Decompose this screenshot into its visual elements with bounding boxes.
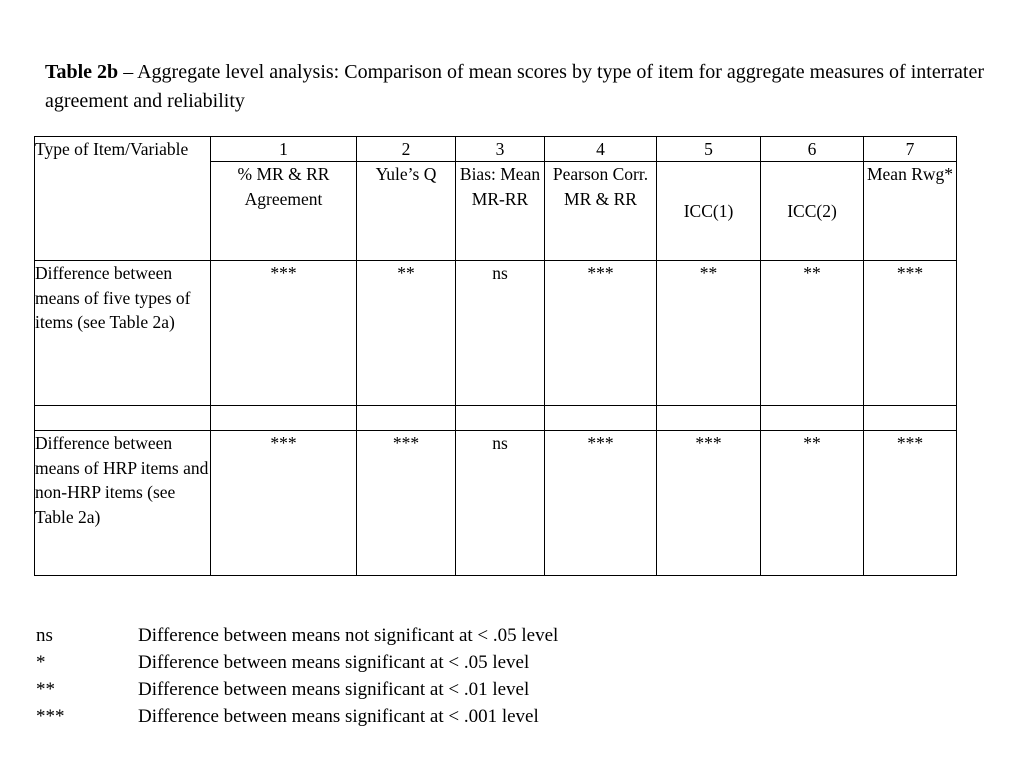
empty-cell (545, 406, 657, 431)
empty-cell (657, 406, 761, 431)
column-header: Bias: Mean MR-RR (456, 162, 545, 261)
table-caption (45, 58, 985, 116)
column-header: ICC(1) (657, 162, 761, 261)
significance-cell: *** (211, 431, 357, 576)
type-header: Type of Item/Variable (35, 139, 189, 159)
column-number: 1 (211, 137, 357, 162)
significance-cell: ** (357, 261, 456, 406)
column-header: Yule’s Q (357, 162, 456, 261)
column-header: Pearson Corr. MR & RR (545, 162, 657, 261)
row-label: Difference between means of HRP items and non-HRP items (see Table 2a) (35, 431, 211, 576)
legend-row (36, 703, 558, 730)
comparison-table (34, 136, 957, 576)
row-label: Difference between means of five types of items (see Table 2a) (35, 261, 211, 406)
column-number: 2 (357, 137, 456, 162)
legend-symbol: * (36, 652, 46, 673)
column-number: 6 (761, 137, 864, 162)
significance-cell: ** (761, 431, 864, 576)
significance-cell: ns (456, 431, 545, 576)
table-row (35, 261, 957, 406)
column-header: ICC(2) (761, 162, 864, 261)
significance-cell: *** (357, 431, 456, 576)
column-number: 5 (657, 137, 761, 162)
table-caption-label: Table 2b (45, 61, 119, 83)
significance-cell: *** (864, 431, 957, 576)
column-number: 3 (456, 137, 545, 162)
significance-legend (36, 622, 558, 730)
column-number: 7 (864, 137, 957, 162)
legend-row (36, 676, 558, 703)
legend-text: Difference between means significant at < .01 level (138, 679, 530, 700)
empty-cell (211, 406, 357, 431)
legend-text: Difference between means significant at < .05 level (138, 652, 530, 673)
empty-cell (761, 406, 864, 431)
legend-symbol: ns (36, 625, 53, 646)
legend-text: Difference between means not significant at < .05 level (138, 625, 559, 646)
significance-cell: *** (657, 431, 761, 576)
column-header: Mean Rwg* (864, 162, 957, 261)
legend-symbol: *** (36, 706, 65, 727)
significance-cell: *** (545, 431, 657, 576)
table-row (35, 431, 957, 576)
column-header: % MR & RR Agreement (211, 162, 357, 261)
empty-cell (864, 406, 957, 431)
table-caption-text: – Aggregate level analysis: Comparison of mean scores by type of item for aggregate measures of interrater agreement and reliability (45, 61, 984, 112)
column-number-row (35, 137, 957, 162)
significance-cell: ns (456, 261, 545, 406)
significance-cell: *** (211, 261, 357, 406)
empty-cell (35, 406, 211, 431)
spacer-row (35, 406, 957, 431)
significance-cell: ** (761, 261, 864, 406)
significance-cell: *** (864, 261, 957, 406)
legend-row (36, 622, 558, 649)
type-header-cell (35, 137, 211, 261)
empty-cell (357, 406, 456, 431)
significance-cell: *** (545, 261, 657, 406)
legend-text: Difference between means significant at < .001 level (138, 706, 539, 727)
significance-cell: ** (657, 261, 761, 406)
column-number: 4 (545, 137, 657, 162)
legend-symbol: ** (36, 679, 55, 700)
empty-cell (456, 406, 545, 431)
legend-row (36, 649, 558, 676)
